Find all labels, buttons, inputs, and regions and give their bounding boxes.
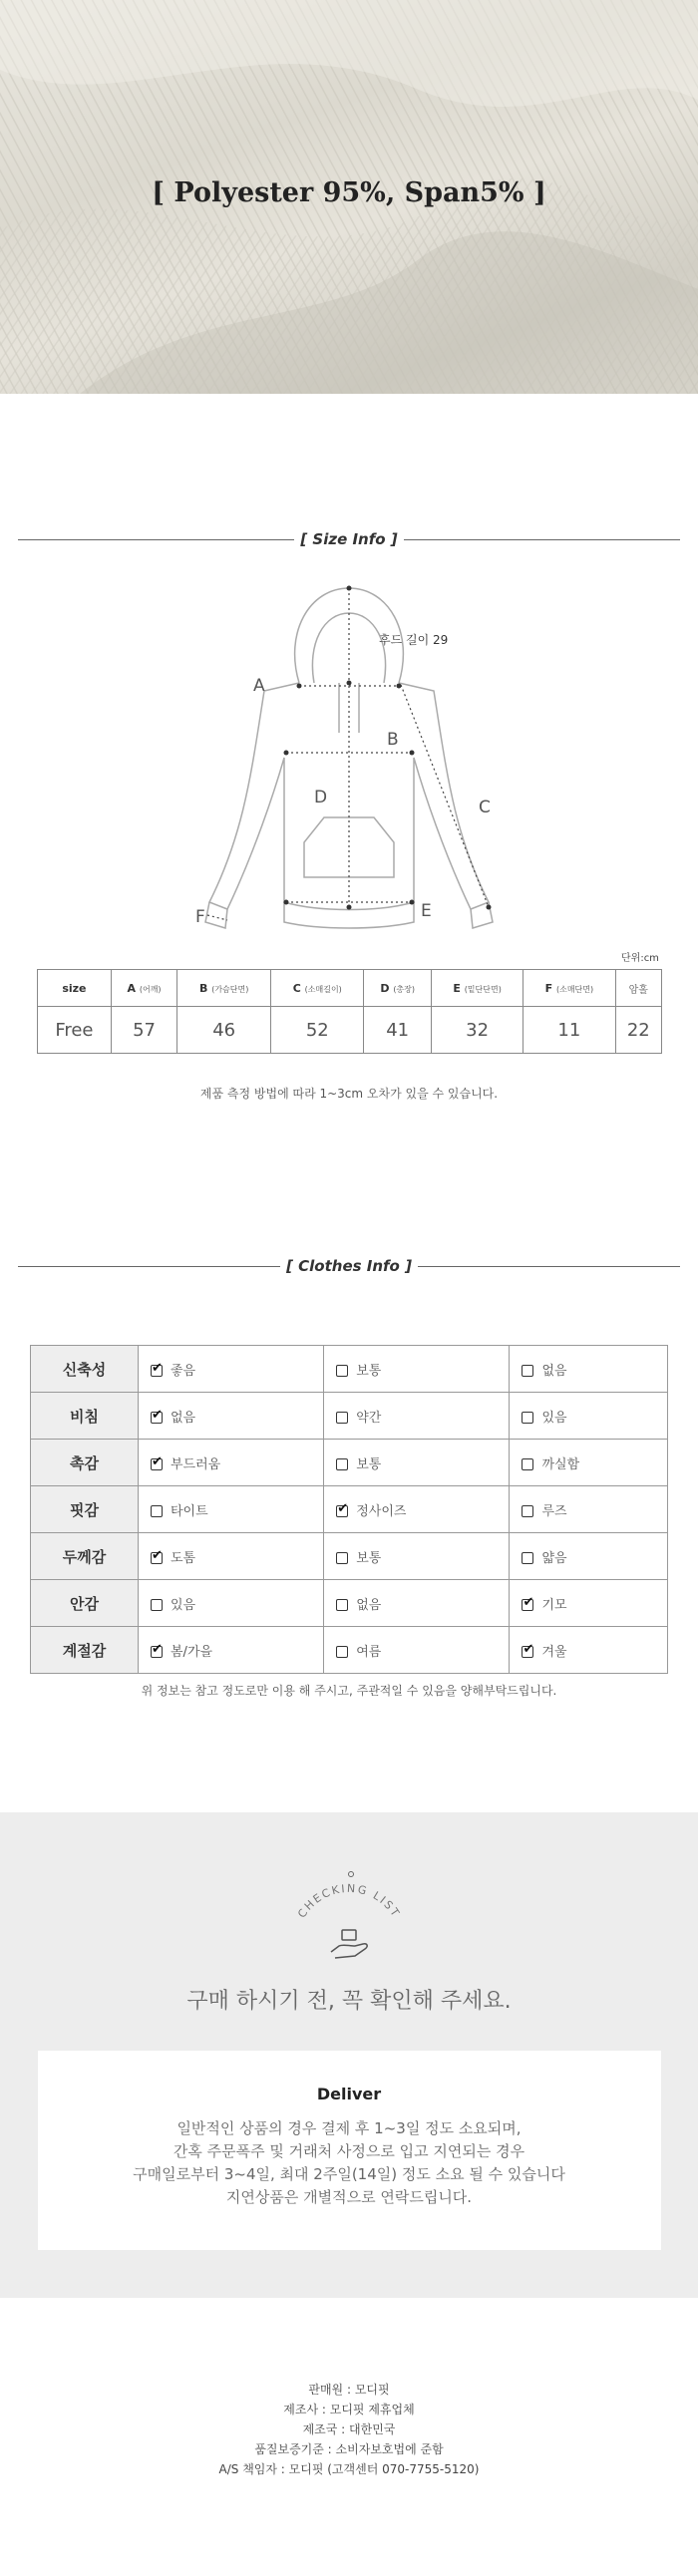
deliver-line: 간혹 주문폭주 및 거래처 사정으로 입고 지연되는 경우 xyxy=(173,2142,525,2160)
size-header-cell: 암홀 xyxy=(615,970,661,1007)
option: 없음 xyxy=(324,1580,510,1627)
unit-label: 단위:cm xyxy=(621,953,659,964)
label-c: C xyxy=(479,798,491,817)
hand-box-icon xyxy=(331,1930,367,1958)
option: ✔ 좋음 xyxy=(139,1346,324,1393)
option: 있음 xyxy=(510,1393,668,1440)
hoodie-diagram xyxy=(189,573,509,932)
clothes-row-lining xyxy=(31,1580,668,1627)
footer-line: 제조사 : 모디핏 제휴업체 xyxy=(283,2403,415,2416)
clothes-info-title: [ Clothes Info ] xyxy=(0,1257,698,1275)
hood-length-label: 후드 길이 29 xyxy=(379,633,449,647)
row-label: 핏감 xyxy=(31,1486,139,1533)
footer-line: 제조국 : 대한민국 xyxy=(302,2422,396,2436)
checkbox-checked-icon xyxy=(522,1646,533,1658)
label-e: E xyxy=(421,901,432,921)
checkbox-empty-icon xyxy=(336,1552,348,1564)
row-label: 촉감 xyxy=(31,1440,139,1486)
option: 보통 xyxy=(324,1440,510,1486)
clothes-row-fit xyxy=(31,1486,668,1533)
label-b: B xyxy=(387,730,399,750)
clothes-row-sheer xyxy=(31,1393,668,1440)
size-value-cell: 32 xyxy=(431,1007,523,1054)
size-header-cell: size xyxy=(38,970,112,1007)
option: 없음 xyxy=(510,1346,668,1393)
size-table xyxy=(37,969,662,1054)
checkbox-checked-icon xyxy=(336,1505,348,1517)
footer-line: A/S 책임자 : 모디핏 (고객센터 070-7755-5120) xyxy=(218,2462,480,2476)
deliver-title: Deliver xyxy=(316,2085,382,2103)
deliver-line: 지연상품은 개별적으로 연락드립니다. xyxy=(225,2188,473,2206)
option: 약간 xyxy=(324,1393,510,1440)
footer-line: 품질보증기준 : 소비자보호법에 준함 xyxy=(254,2442,444,2456)
clothes-row-stretch xyxy=(31,1346,668,1393)
size-value-cell: 22 xyxy=(615,1007,661,1054)
checkbox-checked-icon xyxy=(151,1412,163,1424)
option: ✔ 도톰 xyxy=(139,1533,324,1580)
checkbox-empty-icon xyxy=(336,1646,348,1658)
size-value-cell: 41 xyxy=(364,1007,432,1054)
checkbox-empty-icon xyxy=(522,1412,533,1424)
clothes-row-season xyxy=(31,1627,668,1674)
checkbox-checked-icon xyxy=(151,1458,163,1470)
option: ✔ 기모 xyxy=(510,1580,668,1627)
clothes-row-texture xyxy=(31,1440,668,1486)
size-value-cell: 52 xyxy=(271,1007,364,1054)
checkbox-empty-icon xyxy=(522,1505,533,1517)
checkbox-checked-icon xyxy=(151,1646,163,1658)
label-d: D xyxy=(314,788,328,807)
checkbox-empty-icon xyxy=(336,1599,348,1611)
label-a: A xyxy=(253,676,265,696)
size-header-cell: A (어깨) xyxy=(111,970,176,1007)
clothes-note: 위 정보는 참고 정도로만 이용 해 주시고, 주관적일 수 있음을 양해부탁드립니다. xyxy=(141,1684,557,1698)
size-note: 제품 측정 방법에 따라 1~3cm 오차가 있을 수 있습니다. xyxy=(199,1087,499,1101)
size-value-cell: 57 xyxy=(111,1007,176,1054)
checkbox-checked-icon xyxy=(522,1599,533,1611)
option: 타이트 xyxy=(139,1486,324,1533)
clothes-info-table xyxy=(30,1345,668,1674)
checkbox-checked-icon xyxy=(151,1365,163,1377)
option: 까실함 xyxy=(510,1440,668,1486)
option: ✔ 봄/가을 xyxy=(139,1627,324,1674)
size-header-row xyxy=(38,970,662,1007)
checkbox-empty-icon xyxy=(522,1552,533,1564)
size-header-cell: F (소매단면) xyxy=(524,970,615,1007)
row-label: 비침 xyxy=(31,1393,139,1440)
checkbox-checked-icon xyxy=(151,1552,163,1564)
checkbox-empty-icon xyxy=(336,1458,348,1470)
row-label: 신축성 xyxy=(31,1346,139,1393)
size-value-cell: Free xyxy=(38,1007,112,1054)
row-label: 안감 xyxy=(31,1580,139,1627)
checking-list-badge xyxy=(279,1874,419,1964)
size-header-cell: B (가슴단면) xyxy=(177,970,271,1007)
option: 얇음 xyxy=(510,1533,668,1580)
deliver-line: 일반적인 상품의 경우 결제 후 1~3일 정도 소요되며, xyxy=(176,2119,522,2137)
size-header-cell: E (밑단단면) xyxy=(431,970,523,1007)
size-value-cell: 11 xyxy=(524,1007,615,1054)
option: ✔ 겨울 xyxy=(510,1627,668,1674)
row-label: 두께감 xyxy=(31,1533,139,1580)
size-header-cell: C (소매길이) xyxy=(271,970,364,1007)
checkbox-empty-icon xyxy=(151,1599,163,1611)
option: ✔ 정사이즈 xyxy=(324,1486,510,1533)
checkbox-empty-icon xyxy=(151,1505,163,1517)
option: 있음 xyxy=(139,1580,324,1627)
checkbox-empty-icon xyxy=(522,1458,533,1470)
option: 루즈 xyxy=(510,1486,668,1533)
option: ✔ 없음 xyxy=(139,1393,324,1440)
footer-line: 판매원 : 모디핏 xyxy=(308,2383,390,2397)
option: 여름 xyxy=(324,1627,510,1674)
option: 보통 xyxy=(324,1533,510,1580)
option: ✔ 부드러움 xyxy=(139,1440,324,1486)
option: 보통 xyxy=(324,1346,510,1393)
checkbox-empty-icon xyxy=(522,1365,533,1377)
deliver-line: 구매일로부터 3~4일, 최대 2주일(14일) 정도 소요 될 수 있습니다 xyxy=(133,2165,565,2183)
checking-headline: 구매 하시기 전, 꼭 확인해 주세요. xyxy=(186,1989,512,2014)
checkbox-empty-icon xyxy=(336,1412,348,1424)
clothes-row-thickness xyxy=(31,1533,668,1580)
size-info-title: [ Size Info ] xyxy=(0,530,698,548)
checkbox-empty-icon xyxy=(336,1365,348,1377)
svg-text:CHECKING LIST: CHECKING LIST xyxy=(295,1881,403,1921)
size-value-row xyxy=(38,1007,662,1054)
material-label: [ Polyester 95%, Span5% ] xyxy=(152,177,546,208)
size-value-cell: 46 xyxy=(177,1007,271,1054)
size-header-cell: D (총장) xyxy=(364,970,432,1007)
label-f: F xyxy=(195,907,205,927)
row-label: 계절감 xyxy=(31,1627,139,1674)
